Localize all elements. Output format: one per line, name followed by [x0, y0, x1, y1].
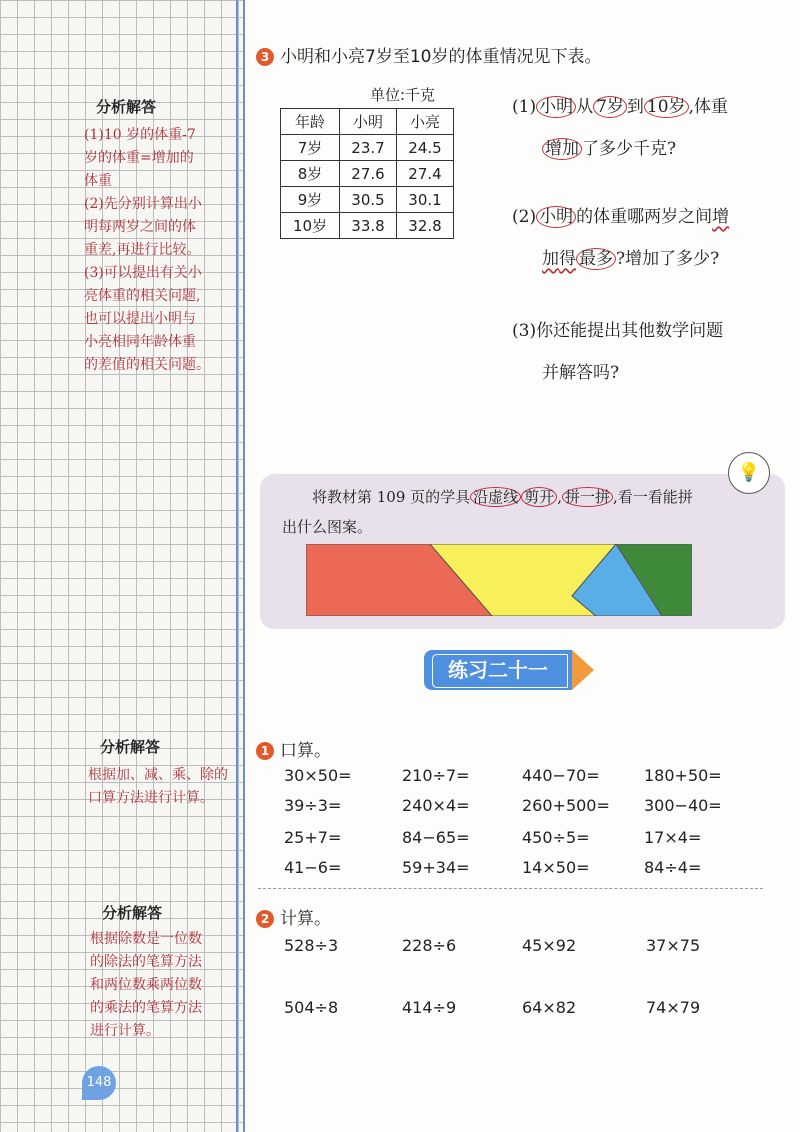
q3-title: 小明和小亮7岁至10岁的体重情况见下表。: [280, 47, 602, 67]
oral-calc-item: 240×4=: [402, 796, 470, 815]
q3-sub3: (3)你还能提出其他数学问题 并解答吗?: [512, 321, 724, 383]
activity-text-line2: 出什么图案。: [282, 518, 373, 536]
table-row: 8岁 27.6 27.4: [281, 161, 454, 187]
oral-calc-item: 210÷7=: [402, 766, 470, 785]
tangram-figure: [306, 544, 692, 616]
oral-calc-item: 450÷5=: [522, 828, 590, 847]
oral-calc-item: 25+7=: [284, 828, 342, 847]
note3-title: 分析解答: [102, 904, 163, 922]
table-row: 10岁 33.8 32.8: [281, 213, 454, 239]
section-divider: [258, 888, 763, 889]
q2-title: 计算。: [280, 909, 331, 929]
oral-calc-item: 41−6=: [284, 858, 342, 877]
q3-sub1: (1) 小明 从 7岁 到 10岁 ,体重 增加 了多少千克?: [512, 97, 728, 159]
header-xiaoming: 小明: [340, 109, 397, 135]
oral-calc-item: 180+50=: [644, 766, 722, 785]
note1-body: (1)10 岁的体重-7 岁的体重=增加的 体重 (2)先分别计算出小 明每两岁之间的体 重差,再进行比较。 (3)可以提出有关小 亮体重的相关问题, 也可以提出小明与 小亮相同年龄体重 的差值的相关问题。: [84, 127, 210, 373]
q3-heading: [256, 42, 601, 67]
q1-number-badge: 1: [256, 742, 274, 760]
table-row: 9岁 30.5 30.1: [281, 187, 454, 213]
written-calc-item: 74×79: [646, 998, 701, 1017]
written-calc-item: 414÷9: [402, 998, 457, 1017]
written-calc-item: 504÷8: [284, 998, 339, 1017]
oral-calc-item: 39÷3=: [284, 796, 342, 815]
oral-calc-item: 84÷4=: [644, 858, 702, 877]
oral-calc-item: 17×4=: [644, 828, 702, 847]
oral-calc-item: 59+34=: [402, 858, 470, 877]
oral-calc-item: 300−40=: [644, 796, 722, 815]
note1-title: 分析解答: [96, 98, 157, 116]
written-calc-item: 64×82: [522, 998, 577, 1017]
note3-body: 根据除数是一位数 的除法的笔算方法 和两位数乘两位数 的乘法的笔算方法 进行计算。: [90, 931, 202, 1039]
weight-table: [280, 108, 454, 239]
written-calc-item: 228÷6: [402, 936, 457, 955]
oral-calc-item: 440−70=: [522, 766, 600, 785]
q2-number-badge: 2: [256, 910, 274, 928]
written-calc-item: 37×75: [646, 936, 701, 955]
activity-text-line1: 将教材第 109 页的学具 沿虚线 剪开 , 拼一拼 ,看一看能拼: [312, 488, 693, 506]
q1-title: 口算。: [280, 741, 331, 761]
q1-heading: [256, 736, 331, 761]
q3-sub2: (2) 小明 的体重哪两岁之间增 加得 最多 ?增加了多少?: [512, 207, 730, 269]
banner-pencil-tip: [572, 650, 594, 690]
oral-calc-item: 30×50=: [284, 766, 352, 785]
table-unit: 单位:千克: [370, 86, 436, 104]
oral-calc-item: 84−65=: [402, 828, 470, 847]
sidebar-divider: [236, 0, 238, 1132]
table-row: 7岁 23.7 24.5: [281, 135, 454, 161]
table-header-row: [281, 109, 454, 135]
exercise-title: 练习二十一: [424, 650, 572, 690]
lightbulb-icon: 💡: [728, 452, 770, 494]
oral-calc-item: 260+500=: [522, 796, 610, 815]
note2-body: 根据加、减、乘、除的 口算方法进行计算。: [88, 767, 228, 806]
page-number: 148: [82, 1066, 116, 1100]
written-calc-item: 45×92: [522, 936, 577, 955]
exercise-banner: [424, 650, 594, 690]
oral-calc-item: 14×50=: [522, 858, 590, 877]
written-calc-item: 528÷3: [284, 936, 339, 955]
note2-title: 分析解答: [100, 738, 161, 756]
header-age: 年龄: [281, 109, 340, 135]
header-xiaoliang: 小亮: [397, 109, 454, 135]
q3-number-badge: 3: [256, 48, 274, 66]
q2-heading: [256, 904, 331, 929]
